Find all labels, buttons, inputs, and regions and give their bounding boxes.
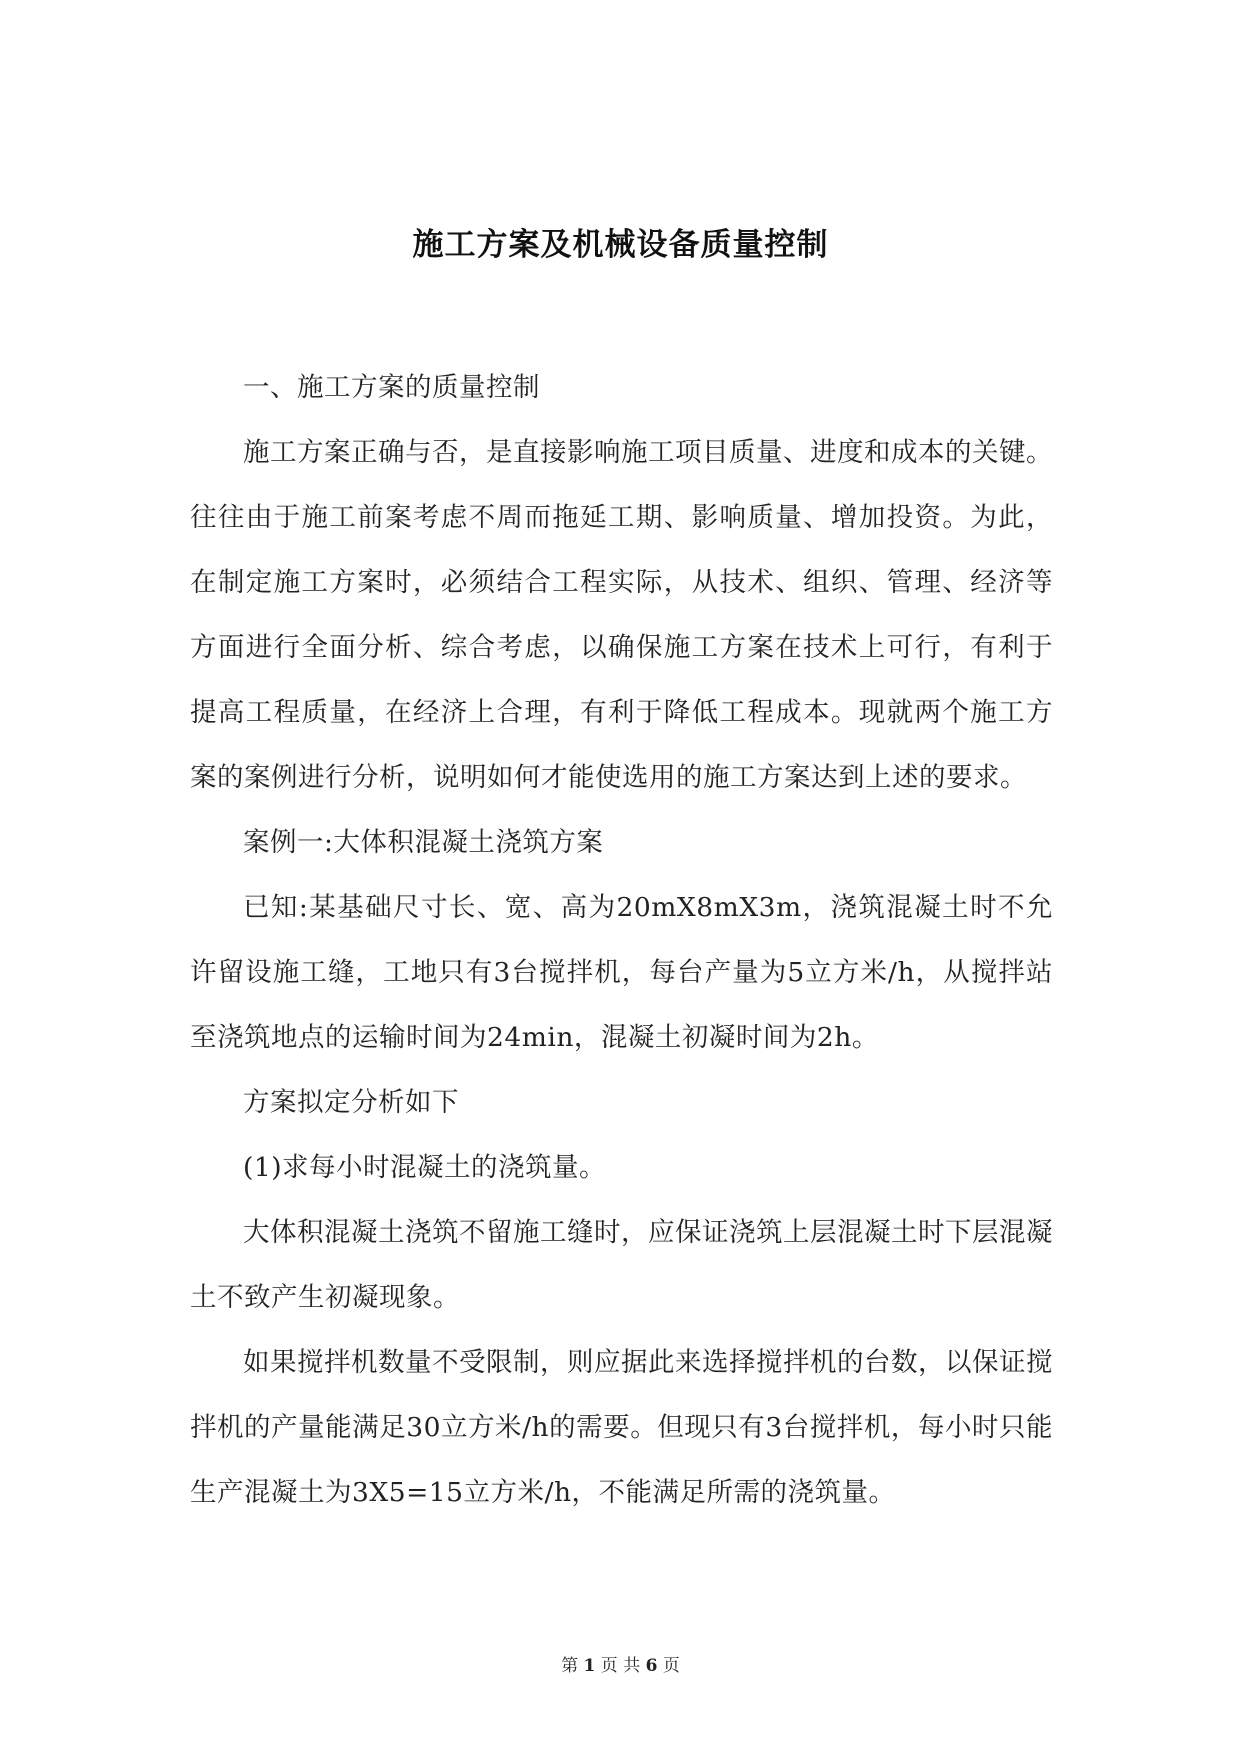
footer-page-number: 1 <box>583 1656 596 1676</box>
paragraph: (1)求每小时混凝土的浇筑量。 <box>243 1152 607 1183</box>
footer-suffix: 页 <box>662 1656 680 1676</box>
document-title: 施工方案及机械设备质量控制 <box>412 227 829 263</box>
page-footer <box>0 1655 1241 1677</box>
paragraph: 如果搅拌机数量不受限制，则应据此来选择搅拌机的台数，以保证搅拌机的产量能满足30立方米/h的需要。但现只有3台搅拌机，每小时只能生产混凝土为3X5=15立方米/h，不能满足所需的浇筑量。 <box>190 1347 1053 1508</box>
section-heading: 一、施工方案的质量控制 <box>243 372 540 403</box>
paragraph: 大体积混凝土浇筑不留施工缝时，应保证浇筑上层混凝土时下层混凝土不致产生初凝现象。 <box>190 1217 1053 1313</box>
paragraph: 施工方案正确与否，是直接影响施工项目质量、进度和成本的关键。往往由于施工前案考虑不周而拖延工期、影响质量、增加投资。为此，在制定施工方案时，必须结合工程实际，从技术、组织、管理、经济等方面进行全面分析、综合考虑，以确保施工方案在技术上可行，有利于提高工程质量，在经济上合理，有利于降低工程成本。现就两个施工方案的案例进行分析，说明如何才能使选用的施工方案达到上述的要求。 <box>190 437 1053 793</box>
paragraph: 已知:某基础尺寸长、宽、高为20mX8mX3m，浇筑混凝土时不允许留设施工缝，工地只有3台搅拌机，每台产量为5立方米/h，从搅拌站至浇筑地点的运输时间为24min，混凝土初凝时间为2h。 <box>190 892 1053 1053</box>
paragraph: 方案拟定分析如下 <box>243 1087 459 1118</box>
document-body <box>190 355 1053 1525</box>
case-heading: 案例一:大体积混凝土浇筑方案 <box>243 827 604 858</box>
footer-middle: 页 共 <box>600 1656 641 1676</box>
footer-total-pages: 6 <box>645 1656 658 1676</box>
footer-prefix: 第 <box>561 1656 579 1676</box>
